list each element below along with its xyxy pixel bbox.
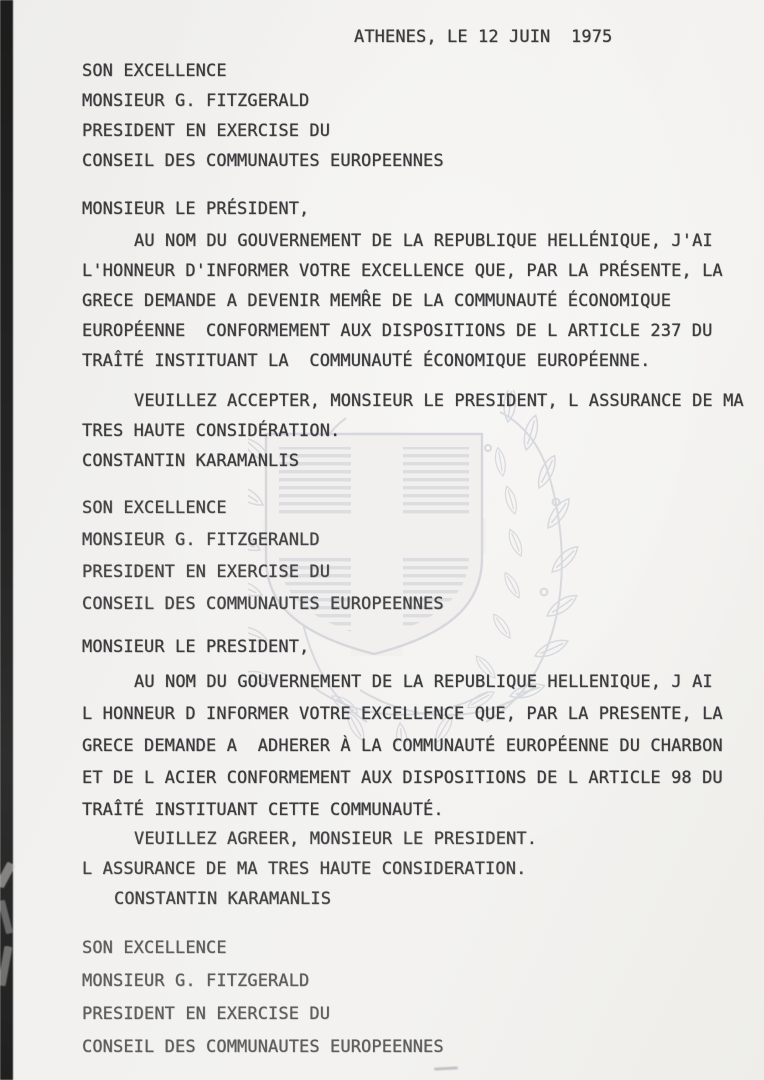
dateline: ATHENES, LE 12 JUIN 1975 — [354, 27, 613, 47]
scan-smudge — [434, 1066, 458, 1070]
body-line: AU NOM DU GOUVERNEMENT DE LA REPUBLIQUE HELLÉNIQUE, J'AI — [134, 231, 713, 251]
body-line: GRECE DEMANDE A ADHERER À LA COMMUNAUTÉ EUROPÉENNE DU CHARBON — [82, 736, 723, 756]
address-line: SON EXCELLENCE — [82, 498, 227, 518]
body-line: TRAÎTÉ INSTITUANT CETTE COMMUNAUTÉ. — [82, 800, 444, 820]
closing-line: TRES HAUTE CONSIDÉRATION. — [82, 421, 341, 441]
address-line: PRESIDENT EN EXERCISE DU — [82, 121, 331, 141]
closing-ecsc — [82, 824, 537, 914]
scuff-mark — [0, 946, 12, 987]
address-line: MONSIEUR G. FITZGERALD — [82, 971, 310, 991]
address-line: CONSEIL DES COMMUNAUTES EUROPEENNES — [82, 1037, 444, 1057]
body-line: ET DE L ACIER CONFORMEMENT AUX DISPOSITIONS DE L ARTICLE 98 DU — [82, 768, 723, 788]
recipient-address-middle — [82, 492, 444, 620]
address-line: CONSEIL DES COMMUNAUTES EUROPEENNES — [82, 151, 444, 171]
closing-line: VEUILLEZ AGREER, MONSIEUR LE PRESIDENT. — [134, 829, 538, 849]
body-line: L'HONNEUR D'INFORMER VOTRE EXCELLENCE QUE, PAR LA PRÉSENTE, LA — [82, 261, 723, 281]
body-line: AU NOM DU GOUVERNEMENT DE LA REPUBLIQUE HELLENIQUE, J AI — [134, 672, 713, 692]
signature-eec: CONSTANTIN KARAMANLIS — [82, 451, 300, 471]
closing-line: VEUILLEZ ACCEPTER, MONSIEUR LE PRESIDENT, L ASSURANCE DE MA — [134, 391, 744, 411]
address-line: MONSIEUR G. FITZGERALD — [82, 91, 310, 111]
closing-eec — [82, 386, 744, 446]
closing-line: L ASSURANCE DE MA TRES HAUTE CONSIDERATION. — [82, 859, 527, 879]
body-line: L HONNEUR D INFORMER VOTRE EXCELLENCE QUE, PAR LA PRESENTE, LA — [82, 704, 723, 724]
address-line: CONSEIL DES COMMUNAUTES EUROPEENNES — [82, 594, 444, 614]
scuff-mark — [0, 861, 16, 888]
salutation-ecsc: MONSIEUR LE PRESIDENT, — [82, 637, 310, 657]
body-line: EUROPÉENNE CONFORMEMENT AUX DISPOSITIONS DE L ARTICLE 237 DU — [82, 321, 713, 341]
body-eec — [82, 226, 723, 376]
body-line: GRECE DEMANDE A DEVENIR MEMR̂E DE LA COMMUNAUTÉ ÉCONOMIQUE — [82, 291, 672, 311]
recipient-address-bottom — [82, 932, 444, 1064]
address-line: PRESIDENT EN EXERCISE DU — [82, 562, 331, 582]
scan-edge-artifact — [0, 0, 13, 1080]
body-ecsc — [82, 666, 723, 826]
scuff-mark — [0, 900, 13, 935]
signature-ecsc: CONSTANTIN KARAMANLIS — [114, 889, 332, 909]
body-line: TRAÎTÉ INSTITUANT LA COMMUNAUTÉ ÉCONOMIQUE EUROPÉENNE. — [82, 351, 651, 371]
address-line: MONSIEUR G. FITZGERANLD — [82, 530, 320, 550]
recipient-address-top — [82, 56, 444, 176]
address-line: SON EXCELLENCE — [82, 61, 227, 81]
salutation-eec: MONSIEUR LE PRÉSIDENT, — [82, 199, 310, 219]
address-line: PRESIDENT EN EXERCISE DU — [82, 1004, 331, 1024]
address-line: SON EXCELLENCE — [82, 938, 227, 958]
